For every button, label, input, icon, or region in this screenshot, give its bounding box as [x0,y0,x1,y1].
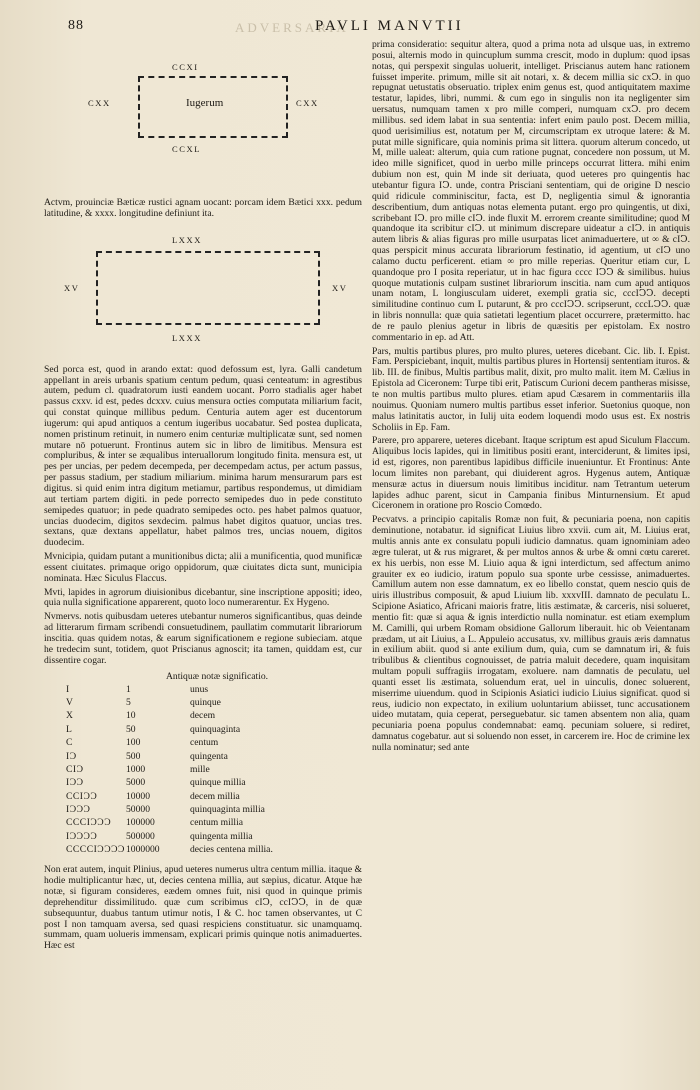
numeral-cell: L [66,723,73,735]
diagram2-label-top: LXXX [172,234,203,245]
diagram-center-label: Iugerum [186,97,224,109]
value-cell: 1000000 [126,844,160,856]
value-cell: 50 [126,723,136,735]
table-row [66,817,362,830]
diagram2-label-right: XV [332,282,348,293]
table-row [66,750,362,763]
paragraph-muti: Mvti, lapides in agrorum diuisionibus dicebantur, sine inscriptione appositi; ideo, quia nulla significatione apparerent, quoto loco numerarentur. Ex Hygeno. [44,586,362,609]
diagram2-label-left: XV [64,282,80,293]
numeral-table [66,672,362,857]
word-cell: quinque millia [190,777,246,789]
table-row [66,804,362,817]
numeral-cell: CCIƆƆ [66,790,98,802]
paragraph-non-erat: Non erat autem, inquit Plinius, apud ueteres numerus ultra centum millia. itaque & hodie multiplicantur hæc, ut, decies centena millia, aut sæpius, dicatur. Atque hæ notæ, si figuram consideres, eædem omnes fuit, nisi quod in quinque primis deprehenditur dissimilitudo. quæ cum scribimus cIↃ, ccIↃↃ, in de quæ subsequuntur, duabus tantum utimur notis, I & C. hoc tamen observantes, ut C post I non tamquam aversa, sed quasi respiciens constituatur. sic unamquamq. summam, quam uolueris immensam, explicari primis quinque notis animaduertes. Hæc est [44,864,362,952]
value-cell: 500 [126,750,141,762]
porca-rectangle [96,251,320,325]
table-row [66,764,362,777]
table-row [66,790,362,803]
left-column [44,40,362,955]
table-row [66,697,362,710]
word-cell: quingenta millia [190,830,253,842]
running-head: PAVLI MANVTII [315,18,464,34]
page-number: 88 [68,18,84,33]
table-row [66,723,362,736]
diagram-label-top: CCXI [172,62,199,72]
paragraph-pars: Pars, multis partibus plures, pro multo plures, ueteres dicebant. Cic. lib. I. Epist. Fam. Perspiciebant, inquit, multis partibus plures in Hortensij sententiam ituros. & lib. III. de finibus, Multis partibus malit, dixit, pro multo malit. item M. Cælius in Epistola ad Ciceronem: Turpe tibi erit, Patiscum Curioni decem pantheras misisse, te non multis partibus multo plures. etiam apud Cæsarem in commentariis illa nouimus. Quoniam numero multis partibus esset inferior. Suetonius quoque, non malus latinitatis auctor, in Iulij uita eodem loquendi modo usus est. Ex nostris Scholiis in Ep. Fam. [372,345,690,433]
numeral-cell: CCCIƆƆƆ [66,817,112,829]
right-column [372,40,690,757]
bleed-through-text: ADVERSARIA [235,20,349,35]
table-caption: Antiquæ notæ significatio. [166,671,269,683]
diagram2-label-bottom: LXXX [172,332,203,343]
word-cell: decies centena millia. [190,844,273,856]
iugerum-diagram [44,40,362,198]
word-cell: decem [190,710,216,722]
value-cell: 100 [126,737,141,749]
value-cell: 10 [126,710,136,722]
paragraph-peculatus: Pecvatvs. a principio capitalis Romæ non fuit, & pecuniaria poena, non capitis deminutione, notabatur. id significat Liuius libro xxvii. cum ait, M. Liuius erat, multis annis ante ex consulatu populi iudicio damnatus. quam ignominiam adeo ægre tulerat, ut & rus migraret, & per multos annos & urbe & omni cœtu careret. ex his uerbis, non esse M. Liuio aqua & igni interdictum, sed affectum animo grauiter ex eo iudicio, iratum populo sua sponte urbe cessisse, animaduertes. Camillum autem non esse damnatum, ex eo libello constat, quem nescio quis de uiris illustribus composuit, & apud Liuium lib. xxxvIII. damnato de peculatu L. Scipione Asiatico, Africani maioris fratre, litis æstimatæ, & carceris, nisi solueret, mentio fit: quæ si aqua & ignis interdictio nulla nominatur. est etiam exemplum M. Camilli, qui urbem Romam obsidione Gallorum liberauit. hic ob Veientanam prædam, ut ait Liuius, a L. Appuleio accusatus, xv. millibus grauis æris damnatus in exilium abiit. quod si ante exilium dum, quia, cum se damnatum iri, & fuis tribulibus & clientibus cognouisset, de patria maluit decedere, quam inquisitam multam populi suffragiis irrogatam, exoluere. nam damnatis de peculatu, uel quanti esset lis æstimata, soluendum erat, uel in uinculis, donec soluerent, miserrime uiuendum. quod in Scipionis Asiatici iudicio Liuius significat. quod si reus, iudicio non expectato, in exilium uoluntarium abiisset, tunc accusationem uideo mutatam, quia ceperat, perseguebatur. sic tamen absentem non alia, quam pecuniaria poena populus condemnabat: eamq. pecuniam soluere, si rediret, damnatus cogebatur. aut si soluendo non esset, in carcerem ire. Hoc de crimine lex nulla nominatur; sed ante [372,514,690,753]
value-cell: 500000 [126,830,155,842]
paragraph-porca: Sed porca est, quod in arando extat: quod defossum est, lyra. Galli candetum appellant in areis urbanis spatium centum pedum, quasi centeatum: in agrestibus autem, pedum cl. quadratorum iusti eandem uocant. Porro stadialis ager habet passus cxxv. id est, pedes dcxxv. cuius mensura octies computata miliarium facit, qui constat quinque millibus pedum. Centuria autem ager est ducentorum iugerum: qui apud antiquos a centum iugeribus uocabatur. Sed postea duplicata, nomen pristinum retinuit, in numero enim centuriæ multiplicatæ sunt, sed nomen mutare nō potuerunt. Frontinus autem sic in libro de limitibus. Mensura est compluribus, & inter se æqualibus interuallorum longitudo finita. mensura est, ut pes per uncias, per pedem decempeda, per decempedam actus, per actum passus, per passus stadium, per stadium miliarium. minima harum mensurarum pars est digitus. si quid enim intra digitum metiamur, partibus respondemus, ut dimidiam aut tertiam partem digiti. in pede porrecto semipedes duo in pede constituto semipedes quatuor; in pede quadrato semipedes octo. pes habet palmos quatuor, uncias duodecim, digitos sexdecim. palmus habet digitos quatuor, uncias tres. sextans, quæ dextans appellatur, habet palmos tres, uncias nouem, digitos duodecim. [44,363,362,549]
word-cell: quinque [190,696,221,708]
value-cell: 5000 [126,777,146,789]
paragraph-prima-consideratio: prima consideratio: sequitur altera, quod a prima nota ad ulsque uas, in extremo posui, alternis modo in quincuplum summa crescit, modo in duplum: quod ipsas notas, qui perspexit singulas uoluerit, intelliget. Priscianus autem hanc rationem fuisset imperite. primum, mille sit ait notari, x. & decem millia sic cxↃ. in quo repugnat uetustatis obseruatio. triplex enim genus est, quod antiquitatem maxime testatur, lapides, libri, nummi. & cum ego in singulis non ita negligenter sim uersatus, numquam tamen x pro mille comperi, numquam cxↃ. pro decem millibus. sed idem labat in sua sententia: infert enim paulo post. Decem millia, quod uerisimilius est, notatum per M, circumscriptam ex utroque latere: & M. putat mille significare, quia nominis prima sit littera. quorum alterum concedo, ut M, mille ualeat: alterum, quia cum ratione pugnat, concedere non possum, ut M. ideo mille significet, quod in uerbo mille princeps occurrat littera. mihi enim dubium non est, quin M inde sit deriuata, quod ueteres pro quingentis hac utebantur figura IↃ. unde, contra Prisciani sententiam, qui de origine D nescio quid ridicule comminiscitur, facta, est D, negligentia simul & ignorantia describentium, dum antiquas notas elementa putant. ergo pro quingentis, ut dixi, scribebant IↃ. pro mille cIↃ. inde fluxit M. errorem creante similitudine; quod M quandoque ita scribitur cIↃ. ut minimum discrepare uideatur a cIↃ. in antiquis autem libris & alias figuras pro mille usurpatas licet animaduertere, ut ∞ & cIↃ. quas perspicit minus accurata librariorum festinatio, id agentium, ut cIↃ uno calamo ductu perficerent. etiam ∞ pro mille reperias. Queritur etiam cur, L quandoque pro I posita reperiatur, ut in hac figura cccc IↃↃ & similibus. huius quoque mutationis culpam sustinet librariorum inscitia. nam cum apud antiquos unam notam, L longiusculam uideret, exempli gratia sic, cccIↃↃ. decepti similitudine continuo cum L putarunt, & pro cccIↃↃ. scripserunt, cccLↃↃ. quæ in libris nonnulla: quæ quia satietati legentium placet occurrere, prætermitto. hac de re paulo plenius agetur in libris de quæsitis per epistolam. Ex nostro commentario in ep. ad Att. [372,39,690,343]
value-cell: 100000 [126,817,155,829]
value-cell: 5 [126,696,131,708]
paragraph-actum: Actvm, prouinciæ Bæticæ rustici agnam uocant: porcam idem Bætici xxx. pedum latitudine, & xxxx. longitudine definiunt ita. [44,197,362,219]
numeral-cell: IƆ [66,750,77,762]
paragraph-parere: Parere, pro apparere, ueteres dicebant. Itaque scriptum est apud Siculum Flaccum. Aliquibus locis lapides, qui in limitibus positi erant, interciderunt, & limites ipsi, id est, rigores, non parentibus lapidibus difficile inueniuntur. Et Frontinus: Ante locum limites non parebant, qui diuiderent agros. Hygenus autem, Antiquæ mensuræ actus in diuersum nouis limitibus inciditur. nam Tetrantum ueterum lapides adhuc parent, sicut in Campania finibus Minturnensium. Et apud Ciceronem in oratione pro Roscio Comœdo. [372,435,690,512]
table-row [66,777,362,790]
word-cell: mille [190,763,210,775]
value-cell: 1 [126,683,131,695]
word-cell: quinquaginta millia [190,804,265,816]
value-cell: 10000 [126,790,150,802]
table-row [66,683,362,696]
word-cell: centum [190,737,219,749]
numeral-cell: V [66,696,74,708]
table-row [66,844,362,857]
table-row [66,710,362,723]
numeral-cell: IƆƆƆ [66,804,91,816]
diagram-label-left: CXX [88,98,111,108]
table-row [66,737,362,750]
numeral-cell: C [66,737,73,749]
value-cell: 1000 [126,763,146,775]
value-cell: 50000 [126,804,150,816]
page-header [0,18,700,40]
table-row [66,831,362,844]
numeral-cell: I [66,683,70,695]
numeral-cell: CIƆ [66,763,84,775]
word-cell: quingenta [190,750,228,762]
paragraph-numerus: Nvmervs. notis quibusdam ueteres utebantur numeros significantibus, quas deinde ad litterarum firmam scribendi consuetudinem, paullatim commutarit librariorum inscitia. quas quidem notas, & earum significationem e regione subieciam. atque he tredecim sunt, totidem, quot Priscianus agnoscit; ita tamen, quiddam est, cur dissentire cogar. [44,611,362,666]
numeral-cell: CCCCIƆƆƆƆ [66,844,125,856]
porca-diagram [44,223,362,365]
numeral-cell: IƆƆƆƆ [66,830,98,842]
diagram-label-bottom: CCXL [172,144,202,154]
word-cell: centum millia [190,817,244,829]
paragraph-municipia: Mvnicipia, quidam putant a munitionibus dicta; alii a munificentia, quod munificæ essent ciuitates. primaque origo oppidorum, quæ ciuitates dicta sunt, municipia nominata. Hæc Siculus Flaccus. [44,551,362,584]
word-cell: decem millia [190,790,240,802]
diagram-label-right: CXX [296,98,319,108]
word-cell: quinquaginta [190,723,241,735]
numeral-cell: IƆƆ [66,777,84,789]
word-cell: unus [190,683,209,695]
numeral-cell: X [66,710,74,722]
